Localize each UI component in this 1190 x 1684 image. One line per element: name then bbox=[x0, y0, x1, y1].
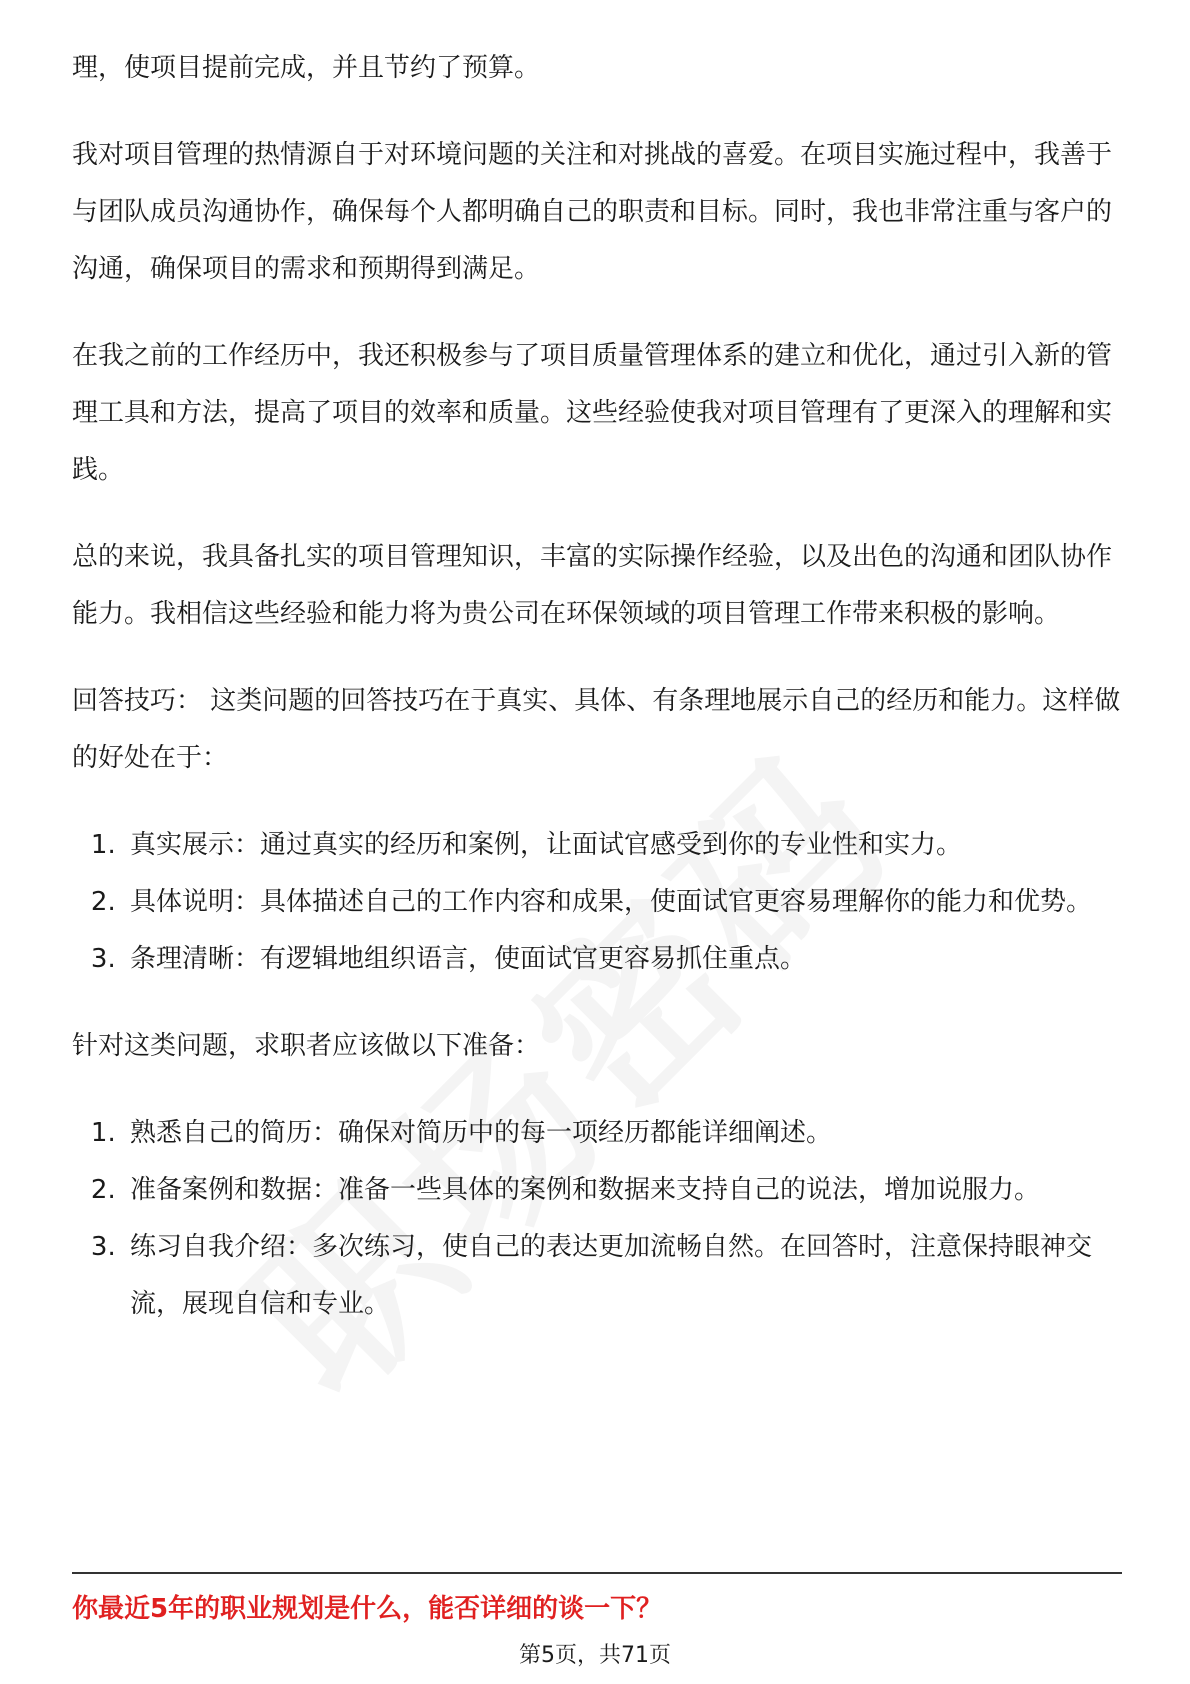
list-item: 3. 练习自我介绍：多次练习，使自己的表达更加流畅自然。在回答时，注意保持眼神交流，展现自信和专业。 bbox=[124, 1219, 1122, 1333]
list-item: 2. 具体说明：具体描述自己的工作内容和成果，使面试官更容易理解你的能力和优势。 bbox=[124, 874, 1122, 931]
answer-tips-intro: 回答技巧： 这类问题的回答技巧在于真实、具体、有条理地展示自己的经历和能力。这样做的好处在于： bbox=[72, 686, 1121, 773]
list-item: 3. 条理清晰：有逻辑地组织语言，使面试官更容易抓住重点。 bbox=[124, 931, 1122, 988]
prep-intro: 针对这类问题，求职者应该做以下准备： bbox=[72, 1031, 541, 1061]
list-item: 1. 熟悉自己的简历：确保对简历中的每一项经历都能详细阐述。 bbox=[124, 1105, 1122, 1162]
prep-list bbox=[72, 1105, 1122, 1333]
list-item: 2. 准备案例和数据：准备一些具体的案例和数据来支持自己的说法，增加说服力。 bbox=[124, 1162, 1122, 1219]
next-question-heading: 你最近5年的职业规划是什么，能否详细的谈一下？ bbox=[72, 1594, 663, 1624]
section-divider bbox=[72, 1572, 1122, 1574]
document-body bbox=[72, 40, 1122, 1363]
list-item: 1. 真实展示：通过真实的经历和案例，让面试官感受到你的专业性和实力。 bbox=[124, 817, 1122, 874]
paragraph: 理，使项目提前完成，并且节约了预算。 bbox=[72, 53, 541, 83]
paragraph: 总的来说，我具备扎实的项目管理知识，丰富的实际操作经验，以及出色的沟通和团队协作能力。我相信这些经验和能力将为贵公司在环保领域的项目管理工作带来积极的影响。 bbox=[72, 542, 1113, 629]
paragraph: 在我之前的工作经历中，我还积极参与了项目质量管理体系的建立和优化，通过引入新的管理工具和方法，提高了项目的效率和质量。这些经验使我对项目管理有了更深入的理解和实践。 bbox=[72, 341, 1113, 485]
paragraph: 我对项目管理的热情源自于对环境问题的关注和对挑战的喜爱。在项目实施过程中，我善于与团队成员沟通协作，确保每个人都明确自己的职责和目标。同时，我也非常注重与客户的沟通，确保项目的需求和预期得到满足。 bbox=[72, 140, 1113, 284]
page-number: 第5页，共71页 bbox=[519, 1643, 671, 1668]
tips-list bbox=[72, 817, 1122, 988]
